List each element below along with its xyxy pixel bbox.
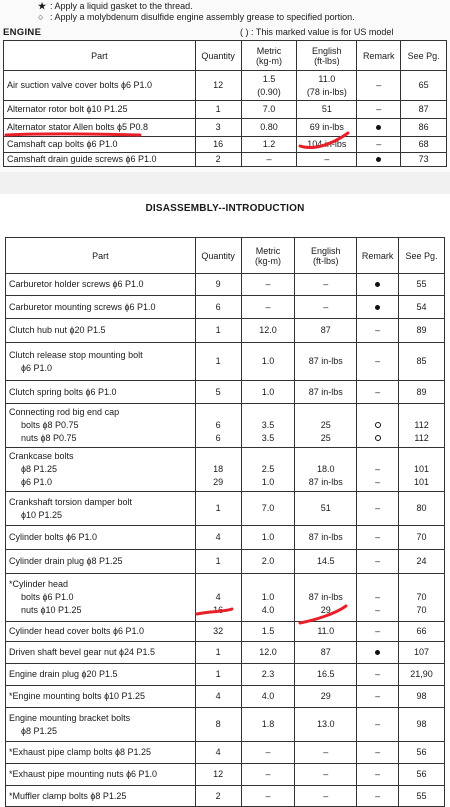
page-value: 107 xyxy=(414,647,430,657)
legend-text: : Apply a liquid gasket to the thread. xyxy=(50,1,193,11)
qty-value: 5 xyxy=(215,386,221,397)
dash-icon: – xyxy=(375,503,381,513)
metric-value: 12.0 xyxy=(259,325,277,335)
metric-value xyxy=(245,406,292,419)
qty-value xyxy=(199,406,238,419)
metric-value: 0.80 xyxy=(260,122,278,132)
part-name: Alternator rotor bolt ɸ10 P1.25 xyxy=(7,104,128,114)
qty-value: 1 xyxy=(215,325,221,335)
table-row xyxy=(6,526,445,550)
metric-value: – xyxy=(266,154,272,164)
dash-icon: – xyxy=(375,605,381,615)
part-name: *Muffler clamp bolts ɸ8 P1.25 xyxy=(9,790,127,801)
english-value: – xyxy=(323,279,329,289)
dash-icon: – xyxy=(375,719,381,729)
dash-icon: – xyxy=(375,592,381,602)
part-name: Camshaft cap bolts ɸ6 P1.0 xyxy=(7,139,118,149)
page-value: 65 xyxy=(418,80,429,90)
table-row xyxy=(6,550,445,574)
metric-value: 2.3 xyxy=(261,669,275,679)
english-value: 16.5 xyxy=(317,669,335,679)
dash-icon: – xyxy=(375,325,381,335)
dash-icon: – xyxy=(375,790,381,801)
metric-value: 3.5 xyxy=(261,420,275,430)
english-value: 87 in-lbs xyxy=(308,592,343,602)
part-name: ɸ8 P1.25 xyxy=(21,725,57,736)
part-name: nuts ɸ10 P1.25 xyxy=(21,605,82,615)
legend-liquid-gasket xyxy=(38,1,193,12)
remark-dash xyxy=(360,386,395,399)
qty-value: 1 xyxy=(215,356,221,366)
remark-dash xyxy=(360,463,395,476)
metric-value: 12.0 xyxy=(259,647,277,657)
qty-value xyxy=(199,450,238,463)
metric-value: 1.0 xyxy=(261,532,275,542)
english-value: 29 xyxy=(320,605,331,615)
remark-dash xyxy=(360,531,395,544)
english-value: 87 xyxy=(320,325,331,335)
qty-value: 3 xyxy=(215,122,221,132)
remark-dash xyxy=(360,79,397,92)
qty-value: 1 xyxy=(215,556,221,566)
part-name: Carburetor holder screws ɸ6 P1.0 xyxy=(9,279,144,289)
part-name: Engine mounting bracket bolts xyxy=(9,712,131,723)
page-value: 98 xyxy=(416,691,427,701)
english-value: 87 in-lbs xyxy=(308,386,343,397)
col-quantity: Quantity xyxy=(195,41,241,71)
remark-blank xyxy=(360,406,395,419)
qty-value: 1 xyxy=(215,104,221,114)
col-see-page: See Pg. xyxy=(399,238,445,274)
page-value: 56 xyxy=(416,747,427,757)
part-name: Connecting rod big end cap xyxy=(9,407,120,417)
remark-dash xyxy=(360,625,395,638)
metric-value: 2.5 xyxy=(261,464,275,474)
english-value: 87 in-lbs xyxy=(308,532,343,542)
page-value: 70 xyxy=(416,605,427,615)
page-value: 89 xyxy=(416,325,427,335)
english-value: 13.0 xyxy=(317,719,335,729)
col-metric: Metric (kg-m) xyxy=(241,238,295,274)
remark-dash xyxy=(360,604,395,617)
english-value: – xyxy=(323,747,329,757)
page-value: 112 xyxy=(414,420,429,430)
part-name: bolts ɸ6 P1.0 xyxy=(21,592,74,602)
qty-value: 6 xyxy=(215,301,221,312)
english-value: 25 xyxy=(320,433,331,443)
english-value xyxy=(298,450,353,463)
page-value: 68 xyxy=(418,139,429,149)
page-value: 86 xyxy=(418,122,429,132)
part-name: *Exhaust pipe clamp bolts ɸ8 P1.25 xyxy=(9,747,152,757)
dash-icon: – xyxy=(375,691,381,701)
remark-dash xyxy=(360,690,395,703)
qty-value: 8 xyxy=(215,719,221,729)
section-title: DISASSEMBLY--INTRODUCTION xyxy=(145,203,305,214)
page-value: 24 xyxy=(416,556,427,566)
qty-value: 4 xyxy=(215,747,221,757)
metric-value: – xyxy=(265,790,271,801)
english-value: 87 xyxy=(320,647,331,657)
table-row xyxy=(6,343,445,381)
part-name: *Cylinder head xyxy=(9,579,69,589)
col-english: English (ft-lbs) xyxy=(295,238,357,274)
metric-value: 1.8 xyxy=(261,719,275,729)
part-name: Cylinder head cover bolts ɸ6 P1.0 xyxy=(9,626,145,636)
part-name: ɸ6 P1.0 xyxy=(21,362,52,373)
qty-value: 6 xyxy=(215,433,221,443)
qty-value: 16 xyxy=(213,139,224,149)
table-row xyxy=(6,492,445,526)
dash-icon: – xyxy=(376,139,382,149)
page-value: 101 xyxy=(414,464,430,474)
page-value: 87 xyxy=(418,104,429,114)
remark-dot xyxy=(360,278,395,291)
qty-value: 16 xyxy=(213,605,224,615)
table-row xyxy=(6,664,445,686)
page-value: 56 xyxy=(416,769,427,779)
page-value: 112 xyxy=(414,433,429,443)
col-remark: Remark xyxy=(357,238,399,274)
remark-dash xyxy=(360,476,395,489)
circle-icon: ○ xyxy=(38,12,44,22)
part-name: nuts ɸ8 P0.75 xyxy=(21,433,77,443)
metric-value: 1.0 xyxy=(261,592,275,602)
remark-ring xyxy=(360,432,395,445)
remark-dash xyxy=(360,355,395,368)
part-name: Cylinder drain plug ɸ8 P1.25 xyxy=(9,556,123,566)
col-metric: Metric (kg-m) xyxy=(241,41,297,71)
remark-dot xyxy=(360,153,397,166)
table-row xyxy=(6,642,445,664)
dot-icon xyxy=(375,305,380,310)
english-value: – xyxy=(323,790,329,801)
page-value: 66 xyxy=(416,626,427,636)
qty-value xyxy=(199,578,238,591)
page-value: 70 xyxy=(416,592,427,602)
part-name: ɸ6 P1.0 xyxy=(21,477,52,487)
english-value: (78 in-lbs) xyxy=(306,86,347,97)
col-part: Part xyxy=(6,238,196,274)
table-row xyxy=(6,622,445,642)
part-name: Clutch release stop mounting bolt xyxy=(9,349,143,360)
dash-icon: – xyxy=(375,477,381,487)
metric-value: 1.5 xyxy=(261,626,275,636)
part-name: *Exhaust pipe mounting nuts ɸ6 P1.0 xyxy=(9,769,158,779)
dash-icon: – xyxy=(376,80,382,90)
english-value xyxy=(298,406,353,419)
part-name: Carburetor mounting screws ɸ6 P1.0 xyxy=(9,301,156,312)
part-name: *Engine mounting bolts ɸ10 P1.25 xyxy=(9,691,146,701)
qty-value: 6 xyxy=(215,420,221,430)
page-value xyxy=(402,578,441,591)
legend-moly-grease xyxy=(38,12,355,22)
part-name: ɸ8 P1.25 xyxy=(21,464,57,474)
dot-icon xyxy=(375,282,380,287)
english-value: 11.0 xyxy=(317,626,335,636)
table-row xyxy=(4,119,447,137)
page-value: 80 xyxy=(416,503,427,513)
english-value xyxy=(298,578,353,591)
page-value: 55 xyxy=(416,279,427,289)
dash-icon: – xyxy=(375,356,381,366)
section-label: ENGINE xyxy=(3,27,42,38)
remark-dash xyxy=(360,324,395,337)
qty-value: 18 xyxy=(213,464,224,474)
remark-dot xyxy=(360,646,395,659)
remark-blank xyxy=(360,450,395,463)
metric-value: 4.0 xyxy=(261,605,275,615)
qty-value: 12 xyxy=(213,80,224,90)
page-value: 101 xyxy=(414,477,430,487)
english-value: 29 xyxy=(320,691,331,701)
page-value: 89 xyxy=(416,386,427,397)
english-value: 14.5 xyxy=(317,556,335,566)
metric-value: – xyxy=(265,769,271,779)
qty-value: 32 xyxy=(213,626,224,636)
metric-value: 7.0 xyxy=(261,503,275,513)
page-value xyxy=(402,450,441,463)
page-value: 21,90 xyxy=(410,669,433,679)
english-value: 51 xyxy=(320,503,331,513)
table-row xyxy=(6,274,445,296)
metric-value: 1.2 xyxy=(262,139,276,149)
legend-text: : Apply a molybdenum disulfide engine assembly grease to specified portion. xyxy=(50,12,355,22)
part-name: Alternator stator Allen bolts ɸ5 P0.8 xyxy=(7,122,149,132)
col-quantity: Quantity xyxy=(195,238,241,274)
remark-dash xyxy=(360,668,395,681)
remark-dash xyxy=(360,768,395,781)
part-name: bolts ɸ8 P0.75 xyxy=(21,420,79,430)
table-row xyxy=(6,708,445,742)
metric-value: 4.0 xyxy=(261,691,275,701)
metric-value xyxy=(245,450,292,463)
table-header-row xyxy=(4,41,447,71)
table-row xyxy=(4,71,447,101)
dash-icon: – xyxy=(375,386,381,397)
col-remark: Remark xyxy=(357,41,401,71)
qty-value: 2 xyxy=(215,790,221,801)
remark-dash xyxy=(360,502,395,515)
page-value: 55 xyxy=(416,790,427,801)
qty-value: 4 xyxy=(215,592,221,602)
qty-value: 29 xyxy=(213,477,224,487)
remark-dash xyxy=(360,555,395,568)
remark-dot xyxy=(360,301,395,314)
remark-dash xyxy=(360,718,395,731)
table-row xyxy=(4,153,447,167)
remark-dot xyxy=(360,121,397,134)
table-row xyxy=(6,404,445,448)
metric-value: 1.0 xyxy=(261,386,275,397)
metric-value: 1.0 xyxy=(261,477,275,487)
disassembly-torque-table xyxy=(5,237,445,807)
remark-dash xyxy=(360,746,395,759)
english-value: 11.0 xyxy=(318,73,336,84)
qty-value: 1 xyxy=(215,669,221,679)
qty-value: 4 xyxy=(215,532,221,542)
qty-value: 2 xyxy=(215,154,221,164)
circle-icon xyxy=(375,422,381,428)
part-name: Camshaft drain guide screws ɸ6 P1.0 xyxy=(7,154,157,164)
dash-icon: – xyxy=(375,464,381,474)
dash-icon: – xyxy=(375,747,381,757)
remark-dash xyxy=(360,790,395,803)
english-value: 25 xyxy=(320,420,331,430)
page-value xyxy=(402,406,441,419)
table-row xyxy=(6,574,445,622)
dash-icon: – xyxy=(375,769,381,779)
dot-icon xyxy=(376,125,381,130)
dash-icon: – xyxy=(376,104,382,114)
page-value: 85 xyxy=(416,356,427,366)
page-value: 54 xyxy=(416,301,427,312)
table-row xyxy=(6,381,445,404)
us-model-note: ( ) : This marked value is for US model xyxy=(240,27,394,37)
english-value: – xyxy=(324,154,330,164)
part-name: Clutch hub nut ɸ20 P1.5 xyxy=(9,325,106,335)
english-value: 51 xyxy=(321,104,332,114)
part-name: Cylinder bolts ɸ6 P1.0 xyxy=(9,532,97,542)
english-value: 104 in-lbs xyxy=(307,139,347,149)
part-name: Engine drain plug ɸ20 P1.5 xyxy=(9,669,118,679)
remark-blank xyxy=(360,578,395,591)
star-icon: ★ xyxy=(38,1,47,11)
page-divider xyxy=(0,172,450,194)
dot-icon xyxy=(376,157,381,162)
col-part: Part xyxy=(4,41,196,71)
qty-value: 9 xyxy=(215,279,221,289)
metric-value: – xyxy=(265,279,271,289)
remark-dash xyxy=(360,591,395,604)
part-name: Driven shaft bevel gear nut ɸ24 P1.5 xyxy=(9,647,156,657)
metric-value xyxy=(245,578,292,591)
english-value: – xyxy=(323,769,329,779)
page-value: 70 xyxy=(416,532,427,542)
metric-value: 3.5 xyxy=(261,433,275,443)
dash-icon: – xyxy=(375,532,381,542)
metric-value: – xyxy=(265,747,271,757)
metric-value: 2.0 xyxy=(261,556,275,566)
dot-icon xyxy=(375,650,380,655)
table-row xyxy=(4,101,447,119)
part-name: Air suction valve cover bolts ɸ6 P1.0 xyxy=(7,80,153,90)
remark-ring xyxy=(360,419,395,432)
table-row xyxy=(6,742,445,764)
english-value: 69 in-lbs xyxy=(309,122,344,132)
table-row xyxy=(6,786,445,807)
part-name: Crankcase bolts xyxy=(9,451,74,461)
english-value: 18.0 xyxy=(317,464,335,474)
remark-dash xyxy=(360,138,397,151)
metric-value: 7.0 xyxy=(262,104,276,114)
part-name: ɸ10 P1.25 xyxy=(21,509,62,520)
qty-value: 4 xyxy=(215,691,221,701)
metric-value: – xyxy=(265,301,271,312)
qty-value: 12 xyxy=(213,769,224,779)
metric-value: 1.5 xyxy=(262,73,276,84)
english-value: – xyxy=(323,301,329,312)
part-name: Crankshaft torsion damper bolt xyxy=(9,496,133,507)
part-name: Clutch spring bolts ɸ6 P1.0 xyxy=(9,386,117,397)
remark-dash xyxy=(360,103,397,116)
circle-icon xyxy=(375,435,381,441)
engine-torque-table xyxy=(3,40,447,167)
qty-value: 1 xyxy=(215,503,221,513)
metric-value: 1.0 xyxy=(261,356,275,366)
dash-icon: – xyxy=(375,669,381,679)
dash-icon: – xyxy=(375,556,381,566)
table-row xyxy=(6,764,445,786)
page-value: 98 xyxy=(416,719,427,729)
english-value: 87 in-lbs xyxy=(308,356,343,366)
dash-icon: – xyxy=(375,626,381,636)
table-row xyxy=(6,319,445,343)
english-value: 87 in-lbs xyxy=(308,477,343,487)
page-value: 73 xyxy=(418,154,429,164)
table-row xyxy=(6,448,445,492)
table-row xyxy=(4,137,447,153)
metric-value: (0.90) xyxy=(257,86,281,97)
qty-value: 1 xyxy=(215,647,221,657)
table-row xyxy=(6,686,445,708)
col-see-page: See Pg. xyxy=(401,41,447,71)
col-english: English (ft-lbs) xyxy=(297,41,357,71)
table-row xyxy=(6,296,445,319)
table-header-row xyxy=(6,238,445,274)
